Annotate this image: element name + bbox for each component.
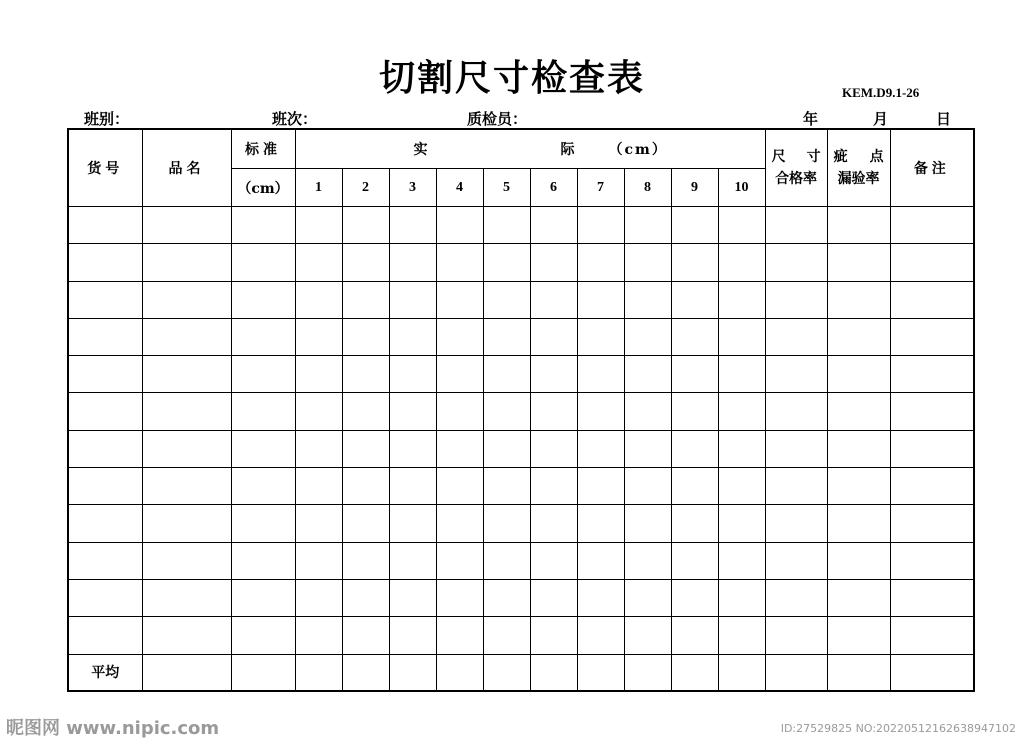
table-cell[interactable] bbox=[142, 430, 231, 467]
average-label: 平均 bbox=[68, 654, 142, 691]
table-cell[interactable] bbox=[436, 542, 483, 579]
table-cell[interactable] bbox=[295, 468, 342, 505]
table-cell[interactable] bbox=[577, 430, 624, 467]
table-row bbox=[68, 281, 974, 318]
table-cell[interactable] bbox=[68, 393, 142, 430]
table-cell[interactable] bbox=[142, 244, 231, 281]
average-row bbox=[68, 654, 974, 691]
table-cell[interactable] bbox=[295, 356, 342, 393]
table-cell[interactable] bbox=[890, 468, 974, 505]
table-cell[interactable] bbox=[577, 654, 624, 691]
table-cell[interactable] bbox=[577, 542, 624, 579]
col-actual-label-2: 际 bbox=[560, 142, 575, 158]
table-cell[interactable] bbox=[577, 505, 624, 542]
col-standard bbox=[231, 129, 295, 169]
table-cell[interactable] bbox=[530, 505, 577, 542]
table-cell[interactable] bbox=[718, 356, 765, 393]
table-cell[interactable] bbox=[890, 356, 974, 393]
table-cell[interactable] bbox=[68, 207, 142, 244]
table-cell[interactable] bbox=[342, 244, 389, 281]
table-cell[interactable] bbox=[827, 654, 890, 691]
document-number: KEM.D9.1-26 bbox=[842, 85, 920, 100]
table-cell[interactable] bbox=[765, 356, 827, 393]
table-cell[interactable] bbox=[68, 356, 142, 393]
table-cell[interactable] bbox=[295, 244, 342, 281]
table-cell[interactable] bbox=[389, 393, 436, 430]
table-cell[interactable] bbox=[671, 505, 718, 542]
table-cell[interactable] bbox=[827, 430, 890, 467]
col-actual-number: 4 bbox=[436, 169, 483, 207]
table-cell[interactable] bbox=[389, 579, 436, 616]
table-cell[interactable] bbox=[765, 617, 827, 654]
table-cell[interactable] bbox=[765, 468, 827, 505]
table-cell[interactable] bbox=[231, 318, 295, 355]
table-cell[interactable] bbox=[142, 542, 231, 579]
table-cell[interactable] bbox=[389, 244, 436, 281]
table-cell[interactable] bbox=[671, 318, 718, 355]
table-cell[interactable] bbox=[231, 505, 295, 542]
table-cell[interactable] bbox=[718, 654, 765, 691]
table-cell[interactable] bbox=[483, 654, 530, 691]
table-cell[interactable] bbox=[436, 207, 483, 244]
col-actual-number: 2 bbox=[342, 169, 389, 207]
table-cell[interactable] bbox=[671, 356, 718, 393]
table-cell[interactable] bbox=[295, 654, 342, 691]
table-cell[interactable] bbox=[342, 617, 389, 654]
table-cell[interactable] bbox=[718, 281, 765, 318]
table-cell[interactable] bbox=[718, 430, 765, 467]
table-cell[interactable] bbox=[436, 579, 483, 616]
table-cell[interactable] bbox=[671, 430, 718, 467]
shift-label: 班次： bbox=[272, 110, 318, 128]
table-cell[interactable] bbox=[295, 617, 342, 654]
table-cell[interactable] bbox=[342, 281, 389, 318]
table-cell[interactable] bbox=[389, 505, 436, 542]
col-defect-label-a: 疵 bbox=[833, 149, 848, 165]
table-cell[interactable] bbox=[624, 356, 671, 393]
table-cell[interactable] bbox=[577, 468, 624, 505]
table-cell[interactable] bbox=[530, 244, 577, 281]
table-cell[interactable] bbox=[671, 244, 718, 281]
year-label: 年 bbox=[803, 110, 819, 128]
table-cell[interactable] bbox=[68, 281, 142, 318]
table-cell[interactable] bbox=[231, 654, 295, 691]
table-cell[interactable] bbox=[68, 244, 142, 281]
col-actual-number: 5 bbox=[483, 169, 530, 207]
table-cell[interactable] bbox=[530, 542, 577, 579]
header-row-1 bbox=[68, 129, 974, 169]
table-cell[interactable] bbox=[577, 281, 624, 318]
table-cell[interactable] bbox=[577, 318, 624, 355]
table-cell[interactable] bbox=[483, 468, 530, 505]
table-cell[interactable] bbox=[827, 207, 890, 244]
table-cell[interactable] bbox=[342, 393, 389, 430]
table-row bbox=[68, 505, 974, 542]
table-cell[interactable] bbox=[530, 579, 577, 616]
table-cell[interactable] bbox=[577, 579, 624, 616]
table-cell[interactable] bbox=[577, 356, 624, 393]
table-cell[interactable] bbox=[718, 207, 765, 244]
table-cell[interactable] bbox=[389, 207, 436, 244]
table-cell[interactable] bbox=[577, 393, 624, 430]
table-cell[interactable] bbox=[530, 281, 577, 318]
table-cell[interactable] bbox=[142, 393, 231, 430]
table-cell[interactable] bbox=[436, 244, 483, 281]
table-cell[interactable] bbox=[295, 542, 342, 579]
table-row bbox=[68, 318, 974, 355]
table-cell[interactable] bbox=[765, 542, 827, 579]
table-cell[interactable] bbox=[624, 430, 671, 467]
table-cell[interactable] bbox=[342, 207, 389, 244]
col-item-no: 货号 bbox=[68, 129, 142, 207]
table-cell[interactable] bbox=[231, 207, 295, 244]
day-label: 日 bbox=[936, 110, 952, 128]
table-cell[interactable] bbox=[827, 542, 890, 579]
table-cell[interactable] bbox=[718, 318, 765, 355]
table-cell[interactable] bbox=[142, 281, 231, 318]
table-row bbox=[68, 430, 974, 467]
col-actual-unit: （cm） bbox=[608, 142, 668, 158]
table-cell[interactable] bbox=[671, 207, 718, 244]
col-remarks: 备注 bbox=[890, 129, 974, 207]
col-actual-label-1: 实 bbox=[413, 142, 428, 158]
table-cell[interactable] bbox=[718, 542, 765, 579]
table-cell[interactable] bbox=[68, 430, 142, 467]
inspection-table bbox=[67, 128, 975, 692]
table-cell[interactable] bbox=[342, 356, 389, 393]
table-cell[interactable] bbox=[624, 318, 671, 355]
table-cell[interactable] bbox=[231, 468, 295, 505]
table-cell[interactable] bbox=[827, 468, 890, 505]
table-cell[interactable] bbox=[530, 468, 577, 505]
table-cell[interactable] bbox=[483, 542, 530, 579]
col-standard-unit: （cm） bbox=[231, 169, 295, 207]
table-row bbox=[68, 244, 974, 281]
table-cell[interactable] bbox=[890, 281, 974, 318]
table-cell[interactable] bbox=[890, 542, 974, 579]
table-cell[interactable] bbox=[389, 281, 436, 318]
table-cell[interactable] bbox=[295, 318, 342, 355]
table-cell[interactable] bbox=[671, 654, 718, 691]
table-row bbox=[68, 468, 974, 505]
col-standard-label: 标准 bbox=[245, 142, 281, 158]
table-cell[interactable] bbox=[68, 505, 142, 542]
table-cell[interactable] bbox=[890, 244, 974, 281]
table-cell[interactable] bbox=[765, 207, 827, 244]
table-cell[interactable] bbox=[142, 318, 231, 355]
table-cell[interactable] bbox=[718, 617, 765, 654]
table-cell[interactable] bbox=[624, 244, 671, 281]
shift-group-label: 班别： bbox=[84, 110, 130, 128]
table-cell[interactable] bbox=[142, 468, 231, 505]
table-cell[interactable] bbox=[436, 468, 483, 505]
table-cell[interactable] bbox=[342, 579, 389, 616]
table-cell[interactable] bbox=[765, 393, 827, 430]
table-cell[interactable] bbox=[483, 207, 530, 244]
table-cell[interactable] bbox=[624, 207, 671, 244]
table-cell[interactable] bbox=[295, 281, 342, 318]
table-cell[interactable] bbox=[827, 281, 890, 318]
table-cell[interactable] bbox=[765, 281, 827, 318]
table-cell[interactable] bbox=[765, 654, 827, 691]
table-cell[interactable] bbox=[436, 281, 483, 318]
table-cell[interactable] bbox=[436, 617, 483, 654]
table-cell[interactable] bbox=[577, 617, 624, 654]
table-cell[interactable] bbox=[483, 617, 530, 654]
table-cell[interactable] bbox=[624, 281, 671, 318]
table-cell[interactable] bbox=[142, 579, 231, 616]
table-cell[interactable] bbox=[231, 244, 295, 281]
table-cell[interactable] bbox=[718, 579, 765, 616]
table-cell[interactable] bbox=[890, 654, 974, 691]
table-cell[interactable] bbox=[231, 617, 295, 654]
table-row bbox=[68, 393, 974, 430]
table-cell[interactable] bbox=[671, 393, 718, 430]
col-actual-number: 3 bbox=[389, 169, 436, 207]
table-cell[interactable] bbox=[765, 579, 827, 616]
table-cell[interactable] bbox=[890, 617, 974, 654]
table-cell[interactable] bbox=[142, 505, 231, 542]
table-cell[interactable] bbox=[624, 579, 671, 616]
table-cell[interactable] bbox=[231, 430, 295, 467]
table-cell[interactable] bbox=[530, 430, 577, 467]
table-row bbox=[68, 579, 974, 616]
table-cell[interactable] bbox=[483, 579, 530, 616]
table-cell[interactable] bbox=[624, 617, 671, 654]
table-cell[interactable] bbox=[483, 505, 530, 542]
table-cell[interactable] bbox=[671, 617, 718, 654]
table-cell[interactable] bbox=[890, 207, 974, 244]
watermark-right: ID:27529825 NO:20220512162638947102 bbox=[780, 722, 1016, 735]
table-cell[interactable] bbox=[765, 505, 827, 542]
inspector-label: 质检员： bbox=[467, 110, 528, 128]
table-cell[interactable] bbox=[483, 356, 530, 393]
col-size-pass-label-a: 尺 bbox=[771, 149, 786, 165]
table-cell[interactable] bbox=[389, 356, 436, 393]
table-cell[interactable] bbox=[530, 356, 577, 393]
col-product-name: 品名 bbox=[142, 129, 231, 207]
col-actual-number: 9 bbox=[671, 169, 718, 207]
table-cell[interactable] bbox=[342, 542, 389, 579]
table-cell[interactable] bbox=[68, 617, 142, 654]
col-defect-miss-rate bbox=[827, 129, 890, 207]
col-actual-number: 8 bbox=[624, 169, 671, 207]
table-cell[interactable] bbox=[624, 468, 671, 505]
table-row bbox=[68, 356, 974, 393]
table-cell[interactable] bbox=[142, 207, 231, 244]
col-actual-number: 1 bbox=[295, 169, 342, 207]
table-cell[interactable] bbox=[389, 617, 436, 654]
table-cell[interactable] bbox=[436, 318, 483, 355]
table-cell[interactable] bbox=[827, 318, 890, 355]
table-cell[interactable] bbox=[483, 393, 530, 430]
table-cell[interactable] bbox=[142, 356, 231, 393]
table-cell[interactable] bbox=[890, 505, 974, 542]
table-cell[interactable] bbox=[577, 244, 624, 281]
table-cell[interactable] bbox=[142, 617, 231, 654]
table-cell[interactable] bbox=[389, 318, 436, 355]
table-cell[interactable] bbox=[718, 468, 765, 505]
table-cell[interactable] bbox=[342, 430, 389, 467]
table-cell[interactable] bbox=[295, 505, 342, 542]
table-cell[interactable] bbox=[295, 393, 342, 430]
table-row bbox=[68, 617, 974, 654]
table-cell[interactable] bbox=[827, 393, 890, 430]
table-cell[interactable] bbox=[530, 207, 577, 244]
table-cell[interactable] bbox=[530, 318, 577, 355]
table-cell[interactable] bbox=[436, 505, 483, 542]
table-cell[interactable] bbox=[231, 542, 295, 579]
table-cell[interactable] bbox=[142, 654, 231, 691]
table-cell[interactable] bbox=[342, 505, 389, 542]
table-cell[interactable] bbox=[624, 505, 671, 542]
table-row bbox=[68, 207, 974, 244]
table-cell[interactable] bbox=[827, 617, 890, 654]
col-actual-number: 10 bbox=[718, 169, 765, 207]
col-size-pass-rate bbox=[765, 129, 827, 207]
table-cell[interactable] bbox=[765, 318, 827, 355]
table-cell[interactable] bbox=[718, 244, 765, 281]
table-cell[interactable] bbox=[389, 468, 436, 505]
table-cell[interactable] bbox=[436, 393, 483, 430]
form-title: 切割尺寸检查表 bbox=[378, 57, 645, 99]
col-size-pass-label-2: 合格率 bbox=[775, 171, 818, 187]
col-size-pass-label-b: 寸 bbox=[806, 149, 821, 165]
table-cell[interactable] bbox=[671, 579, 718, 616]
table-cell[interactable] bbox=[718, 393, 765, 430]
table-cell[interactable] bbox=[671, 542, 718, 579]
table-cell[interactable] bbox=[436, 654, 483, 691]
table-cell[interactable] bbox=[389, 654, 436, 691]
table-cell[interactable] bbox=[436, 430, 483, 467]
table-cell[interactable] bbox=[295, 430, 342, 467]
table-cell[interactable] bbox=[231, 393, 295, 430]
table-cell[interactable] bbox=[342, 468, 389, 505]
table-cell[interactable] bbox=[483, 244, 530, 281]
table-cell[interactable] bbox=[231, 356, 295, 393]
table-cell[interactable] bbox=[624, 654, 671, 691]
table-cell[interactable] bbox=[389, 542, 436, 579]
table-cell[interactable] bbox=[624, 542, 671, 579]
table-cell[interactable] bbox=[483, 430, 530, 467]
table-cell[interactable] bbox=[342, 318, 389, 355]
watermark-left: 昵图网 www.nipic.com bbox=[6, 718, 220, 739]
table-cell[interactable] bbox=[436, 356, 483, 393]
col-defect-label-2: 漏验率 bbox=[837, 171, 880, 187]
table-cell[interactable] bbox=[827, 505, 890, 542]
table-cell[interactable] bbox=[68, 318, 142, 355]
table-cell[interactable] bbox=[530, 393, 577, 430]
col-actual-number: 6 bbox=[530, 169, 577, 207]
table-cell[interactable] bbox=[827, 244, 890, 281]
table-cell[interactable] bbox=[295, 207, 342, 244]
table-cell[interactable] bbox=[890, 430, 974, 467]
table-cell[interactable] bbox=[342, 654, 389, 691]
col-actual bbox=[295, 129, 765, 169]
table-cell[interactable] bbox=[765, 430, 827, 467]
table-cell[interactable] bbox=[577, 207, 624, 244]
table-cell[interactable] bbox=[890, 393, 974, 430]
table-cell[interactable] bbox=[68, 542, 142, 579]
table-cell[interactable] bbox=[483, 318, 530, 355]
table-cell[interactable] bbox=[624, 393, 671, 430]
table-cell[interactable] bbox=[389, 430, 436, 467]
table-cell[interactable] bbox=[890, 579, 974, 616]
table-cell[interactable] bbox=[827, 579, 890, 616]
table-cell[interactable] bbox=[231, 281, 295, 318]
table-cell[interactable] bbox=[231, 579, 295, 616]
table-cell[interactable] bbox=[827, 356, 890, 393]
table-cell[interactable] bbox=[530, 654, 577, 691]
table-cell[interactable] bbox=[671, 468, 718, 505]
col-actual-number: 7 bbox=[577, 169, 624, 207]
table-cell[interactable] bbox=[295, 579, 342, 616]
table-row bbox=[68, 542, 974, 579]
table-cell[interactable] bbox=[671, 281, 718, 318]
table-cell[interactable] bbox=[530, 617, 577, 654]
table-cell[interactable] bbox=[718, 505, 765, 542]
table-cell[interactable] bbox=[765, 244, 827, 281]
table-cell[interactable] bbox=[890, 318, 974, 355]
table-cell[interactable] bbox=[68, 579, 142, 616]
table-cell[interactable] bbox=[483, 281, 530, 318]
month-label: 月 bbox=[873, 110, 889, 128]
col-defect-label-b: 点 bbox=[869, 149, 884, 165]
table-cell[interactable] bbox=[68, 468, 142, 505]
